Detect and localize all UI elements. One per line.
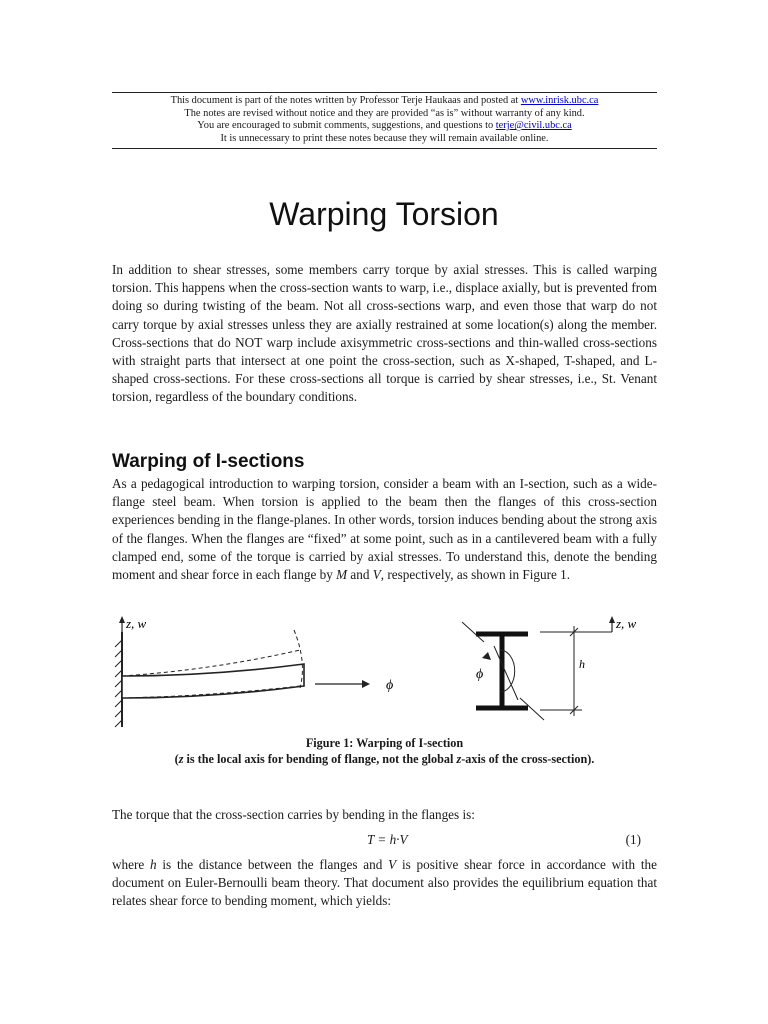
symbol-v-2: V xyxy=(388,857,397,872)
z-w-label-left: z, w xyxy=(126,616,147,631)
caption-line-1: Figure 1: Warping of I-section xyxy=(305,736,464,750)
torque-paragraph xyxy=(112,806,657,824)
email-link[interactable]: terje@civil.ubc.ca xyxy=(495,120,572,132)
caption-line-2: (z is the local axis for bending of flange, not the global z-axis of the cross-section). xyxy=(174,752,595,766)
caption-z-symbol: z xyxy=(178,752,184,766)
section-paragraph xyxy=(112,475,657,584)
phi-label: ϕ xyxy=(386,678,394,693)
header-line-1 xyxy=(112,95,657,108)
figure-1-drawing xyxy=(112,612,657,737)
where-paragraph xyxy=(112,856,657,911)
equation-expression: T = h·V xyxy=(367,832,408,847)
symbol-m: M xyxy=(336,567,348,583)
page-title: Warping Torsion xyxy=(269,196,499,232)
i-section-diagram xyxy=(462,622,544,720)
phi-section-label: ϕ xyxy=(476,667,484,682)
dimension-diagram xyxy=(540,616,637,716)
intro-paragraph xyxy=(112,261,657,407)
deflected-flange xyxy=(122,664,304,698)
cantilever-diagram xyxy=(115,616,393,727)
h-label: h xyxy=(579,657,585,671)
torque-sentence: The torque that the cross-section carries by bending in the flanges is: xyxy=(112,807,475,822)
section-text-tail: , respectively, as shown in Figure 1. xyxy=(380,567,571,583)
website-link[interactable]: www.inrisk.ubc.ca xyxy=(520,95,599,106)
caption-z-symbol-2: z xyxy=(456,752,462,766)
symbol-h: h xyxy=(150,857,157,872)
section-text xyxy=(112,475,657,584)
rotation-arrow-head xyxy=(482,652,491,660)
wall-hatching xyxy=(115,640,122,727)
header-line-4: It is unnecessary to print these notes because they will remain available online. xyxy=(220,132,549,144)
equation-number: (1) xyxy=(625,832,641,847)
header-line-1-text: This document is part of the notes written by Professor Terje Haukaas and posted at xyxy=(170,95,521,106)
header-line-3-text: You are encouraged to submit comments, suggestions, and questions to xyxy=(197,120,496,132)
header-line-3 xyxy=(112,120,657,133)
phi-arrow-head xyxy=(362,680,370,688)
section-heading: Warping of I-sections xyxy=(112,451,305,472)
intro-text: In addition to shear stresses, some members carry torque by axial stresses. This is called warping torsion. This happens when the cross-section wants to warp, i.e., displace axially, but is prevented from doing so during twisting of the beam. Not all cross-sections warp, and even those that warp do not carry torque by axial stresses unless they are axially restrained at some location(s) along the member. Cross-sections that do NOT warp include axisymmetric cross-sections and thin-walled cross-sections with straight parts that intersect at one point the cross-section, such as X-shaped, T-shaped, and L-shaped cross-sections. For these cross-sections all torque is carried by shear stresses, i.e., St. Venant torsion, regardless of the boundary conditions. xyxy=(112,262,657,405)
header-notice xyxy=(112,92,657,149)
where-text: where h is the distance between the flanges and V is positive shear force in accordance with the document on Euler-Bernoulli beam theory. That document also provides the equilibrium equation that relates shear force to bending moment, which yields: xyxy=(112,857,657,909)
symbol-v: V xyxy=(372,567,381,583)
z-w-label-right: z, w xyxy=(616,616,637,631)
section-text-body: As a pedagogical introduction to warping torsion, consider a beam with an I-section, such as a wide-flange steel beam. When torsion is applied to the beam then the flanges of this cross-section experiences bending in the flange-planes. In other words, torsion induces bending about the strong axis of the flanges. When the flanges are “fixed” at some point, such as in a cantilevered beam with a fully clamped end, some of the torque is carried by axial stresses. To understand this, denote the bending moment and shear force in each flange by xyxy=(112,476,657,583)
figure-1 xyxy=(112,612,657,737)
section-text-and: and xyxy=(347,567,373,583)
figure-caption xyxy=(112,735,657,767)
header-line-2: The notes are revised without notice and they are provided “as is” without warranty of any kind. xyxy=(184,107,585,119)
